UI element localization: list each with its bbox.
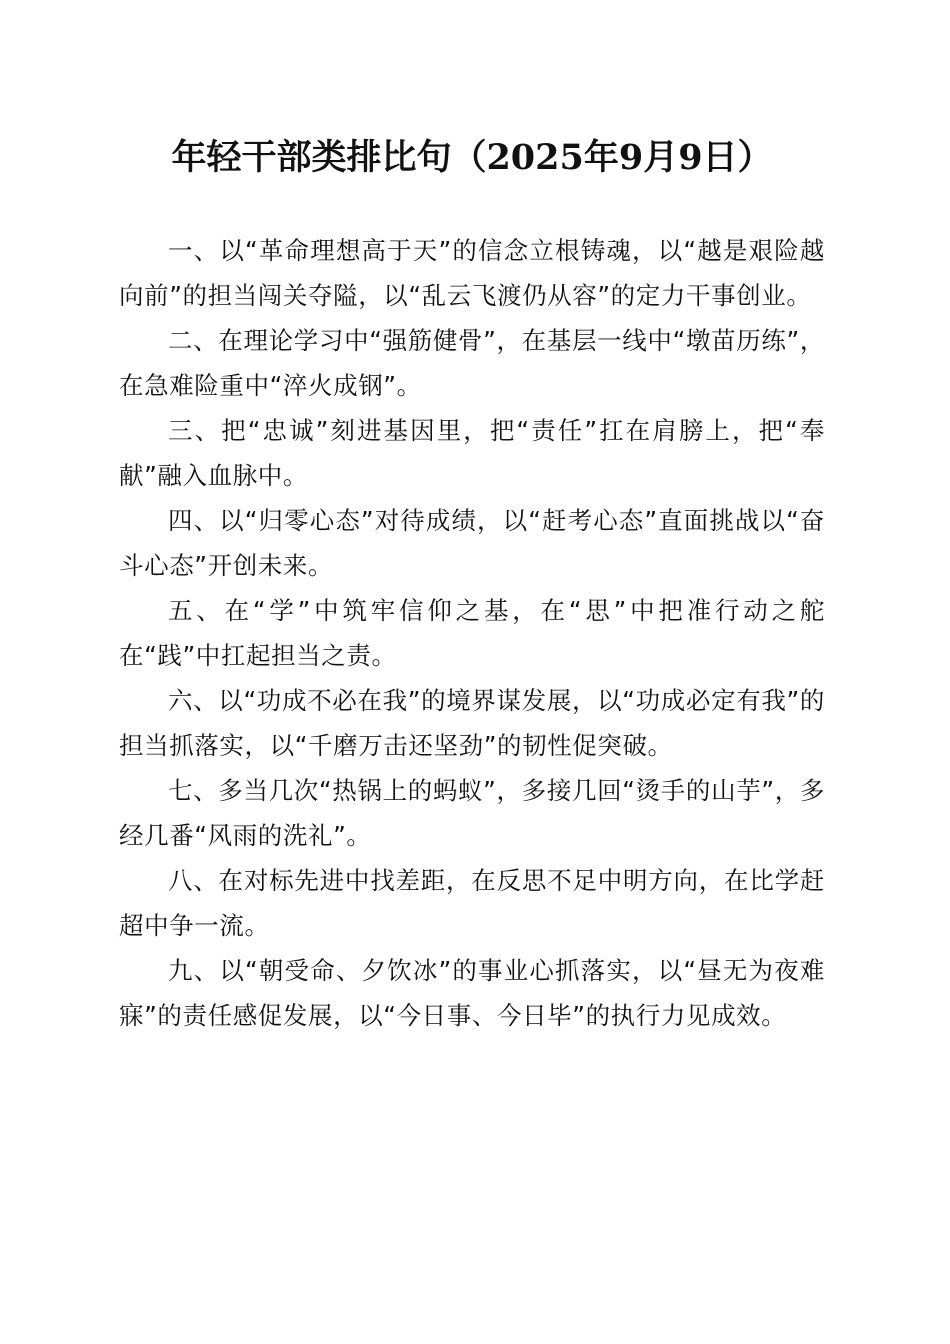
paragraph-2: 二、在理论学习中“强筋健骨”，在基层一线中“墩苗历练”，在急难险重中“淬火成钢”。: [119, 326, 825, 400]
paragraph-8: 八、在对标先进中找差距，在反思不足中明方向，在比学赶超中争一流。: [119, 866, 825, 940]
paragraph-5: 五、在“学”中筑牢信仰之基，在“思”中把准行动之舵在“践”中扛起担当之责。: [119, 596, 825, 670]
paragraph-6: 六、以“功成不必在我”的境界谋发展，以“功成必定有我”的担当抓落实，以“千磨万击还坚劲”的韧性促突破。: [119, 686, 825, 760]
paragraph-9: 九、以“朝受命、夕饮冰”的事业心抓落实，以“昼无为夜难寐”的责任感促发展，以“今日事、今日毕”的执行力见成效。: [119, 956, 825, 1030]
document-body: [119, 228, 825, 1038]
document-title: 年轻干部类排比句（2025年9月9日）: [171, 137, 773, 178]
paragraph-4: 四、以“归零心态”对待成绩，以“赶考心态”直面挑战以“奋斗心态”开创未来。: [119, 506, 825, 580]
paragraph-3: 三、把“忠诚”刻进基因里，把“责任”扛在肩膀上，把“奉献”融入血脉中。: [119, 416, 825, 490]
paragraph-7: 七、多当几次“热锅上的蚂蚁”，多接几回“烫手的山芋”，多经几番“风雨的洗礼”。: [119, 776, 825, 850]
paragraph-1: 一、以“革命理想高于天”的信念立根铸魂，以“越是艰险越向前”的担当闯关夺隘，以“乱云飞渡仍从容”的定力干事创业。: [119, 236, 825, 310]
